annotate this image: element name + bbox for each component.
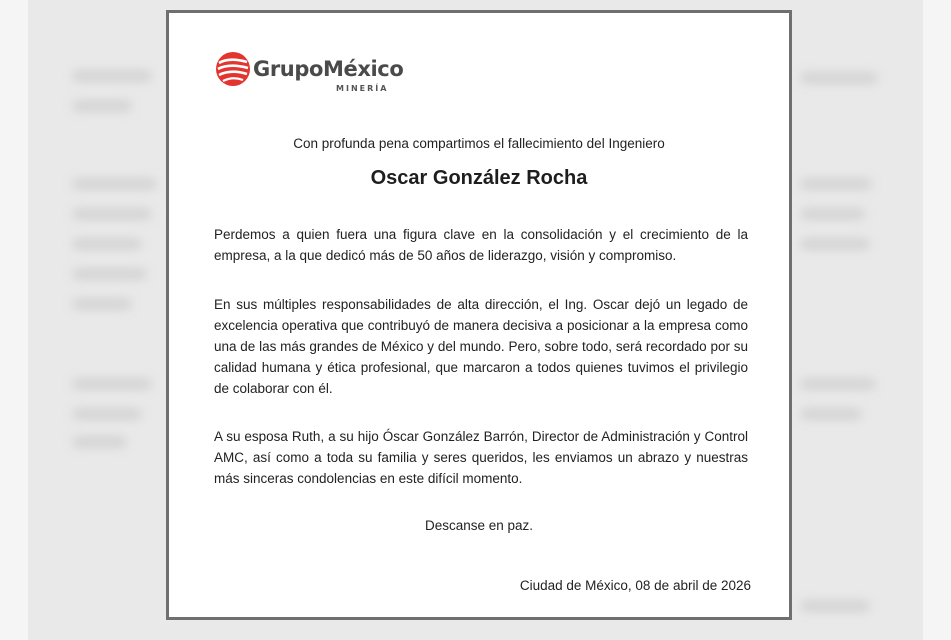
deceased-name: Oscar González Rocha: [370, 167, 588, 189]
paragraph-3: A su esposa Ruth, a su hijo Óscar González Barrón, Director de Administración y Control AMC, así como a toda su familia y seres queridos, les enviamos un abrazo y nuestras más sinceras condolencias en este difícil momento.: [214, 429, 748, 486]
logo-division: MINERÍA: [336, 84, 389, 93]
blurred-text-line: [800, 72, 878, 84]
blurred-text-line: [800, 238, 870, 250]
blurred-text-line: [72, 298, 132, 310]
blurred-text-line: [72, 208, 152, 220]
blurred-text-line: [72, 178, 157, 190]
blurred-text-line: [72, 70, 152, 82]
blurred-text-line: [800, 378, 876, 390]
paragraph-2: En sus múltiples responsabilidades de alta dirección, el Ing. Oscar dejó un legado de excelencia operativa que contribuyó de manera decisiva a posicionar a la empresa como una de las más grandes de México y del mundo. Pero, sobre todo, será recordado por su calidad humana y ética profesional, que marcaron a todos quienes tuvimos el privilegio de colaborar con él.: [214, 297, 748, 396]
blurred-text-line: [72, 436, 127, 448]
blurred-text-line: [800, 178, 872, 190]
blurred-text-line: [800, 408, 862, 420]
logo-wordmark: GrupoMéxico: [253, 57, 404, 81]
blurred-text-line: [800, 600, 870, 612]
grupo-mexico-logo: [215, 51, 415, 97]
background-right-edge: [923, 0, 951, 640]
closing-line: Descanse en paz.: [424, 518, 534, 533]
background-left-edge: [0, 0, 28, 640]
blurred-text-line: [800, 208, 865, 220]
blurred-text-line: [72, 378, 152, 390]
blurred-text-line: [72, 238, 142, 250]
paragraph-1: Perdemos a quien fuera una figura clave en la consolidación y el crecimiento de la empresa, a la que dedicó más de 50 años de liderazgo, visión y compromiso.: [214, 227, 748, 263]
intro-line: Con profunda pena compartimos el fallecimiento del Ingeniero: [293, 136, 665, 151]
condolence-letter: [166, 10, 792, 620]
blurred-text-line: [72, 408, 142, 420]
grupo-mexico-mark-icon: [215, 51, 251, 87]
blurred-text-line: [72, 100, 132, 112]
place-and-date: Ciudad de México, 08 de abril de 2026: [519, 578, 751, 593]
blurred-text-line: [72, 268, 147, 280]
